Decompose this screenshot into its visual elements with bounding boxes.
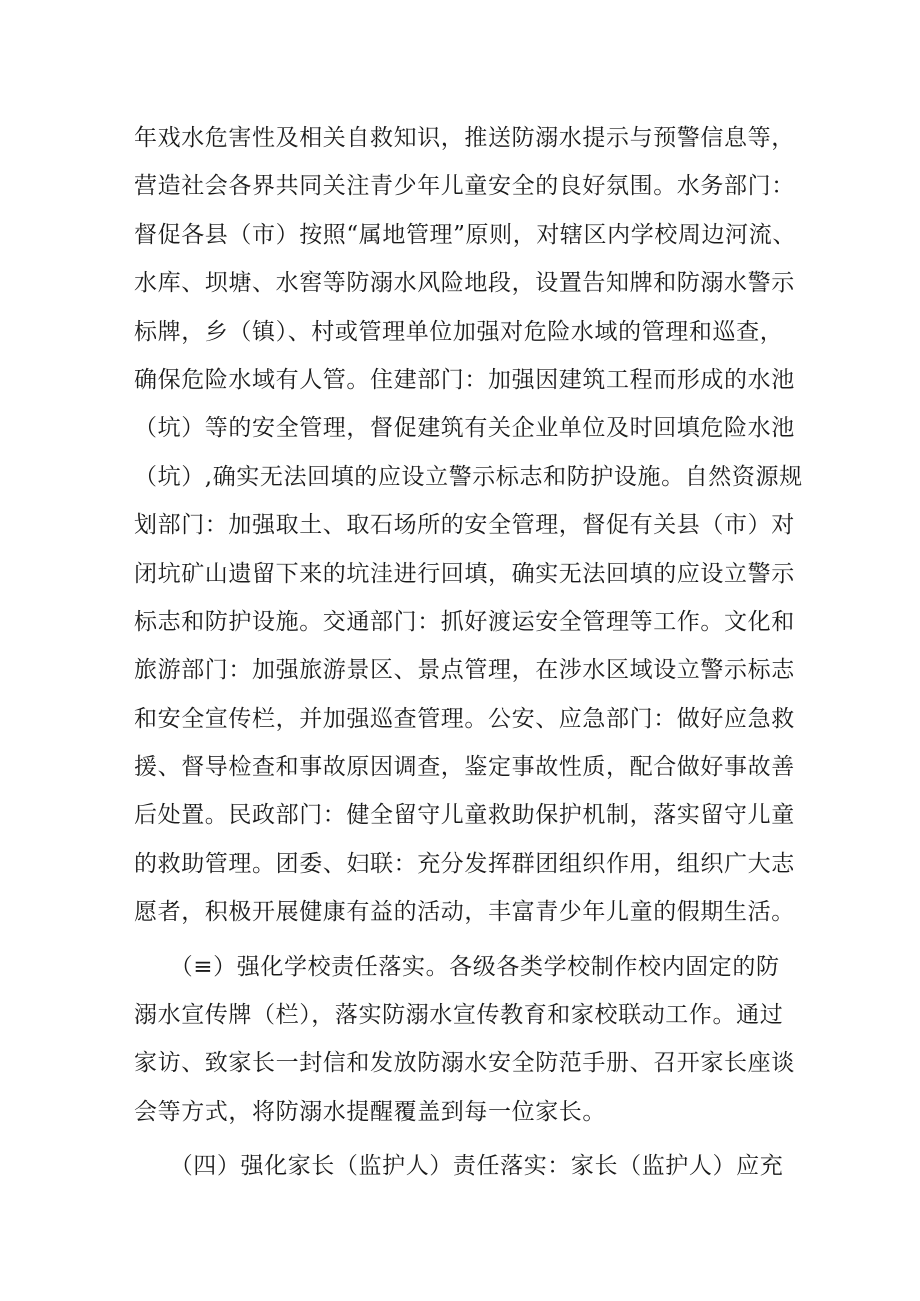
text-line: 标牌，乡（镇）、村或管理单位加强对危险水域的管理和巡查， <box>134 318 784 345</box>
text-line: 督促各县（市）按照“属地管理”原则，对辖区内学校周边河流、 <box>134 221 796 248</box>
paragraph-start-line: （四）强化家长（监护人）责任落实：家长（监护人）应充 <box>134 1153 784 1180</box>
text-line: 后处置。民政部门：健全留守儿童救助保护机制，落实留守儿童 <box>134 802 795 829</box>
text-line: 旅游部门：加强旅游景区、景点管理，在涉水区域设立警示标志 <box>134 657 795 684</box>
text-line: 划部门：加强取土、取石场所的安全管理，督促有关县（市）对 <box>134 512 795 539</box>
text-line: 和安全宣传栏，并加强巡查管理。公安、应急部门：做好应急救 <box>134 705 795 732</box>
text-line: 标志和防护设施。交通部门：抓好渡运安全管理等工作。文化和 <box>134 608 795 635</box>
text-line: 年戏水危害性及相关自救知识，推送防溺水提示与预警信息等， <box>134 125 795 151</box>
text-line: 会等方式，将防溺水提醒覆盖到每一位家长。 <box>134 1098 606 1125</box>
text-line: 营造社会各界共同关注青少年儿童安全的良好氛围。水务部门： <box>134 173 795 200</box>
text-line: 闭坑矿山遗留下来的坑洼进行回填，确实无法回填的应设立警示 <box>134 560 795 587</box>
text-line: 溺水宣传牌（栏），落实防溺水宣传教育和家校联动工作。通过 <box>134 1002 784 1029</box>
paragraph-start-line: （≡）强化学校责任落实。各级各类学校制作校内固定的防 <box>134 953 780 980</box>
text-line: （坑）,确实无法回填的应设立警示标志和防护设施。自然资源规 <box>134 463 803 490</box>
text-line: 确保危险水域有人管。住建部门：加强因建筑工程而形成的水池 <box>134 366 795 393</box>
text-line: 援、督导检查和事故原因调查，鉴定事故性质，配合做好事故善 <box>134 754 795 781</box>
text-line: 愿者，积极开展健康有益的活动，丰富青少年儿童的假期生活。 <box>134 899 795 926</box>
text-line: 的救助管理。团委、妇联：充分发挥群团组织作用，组织广大志 <box>134 850 795 877</box>
text-line: 水库、坝塘、水窖等防溺水风险地段，设置告知牌和防溺水警示 <box>134 270 795 297</box>
document-body <box>134 114 824 1191</box>
text-line: （坑）等的安全管理，督促建筑有关企业单位及时回填危险水池 <box>134 415 795 442</box>
text-line: 家访、致家长一封信和发放防溺水安全防范手册、召开家长座谈 <box>134 1050 795 1077</box>
